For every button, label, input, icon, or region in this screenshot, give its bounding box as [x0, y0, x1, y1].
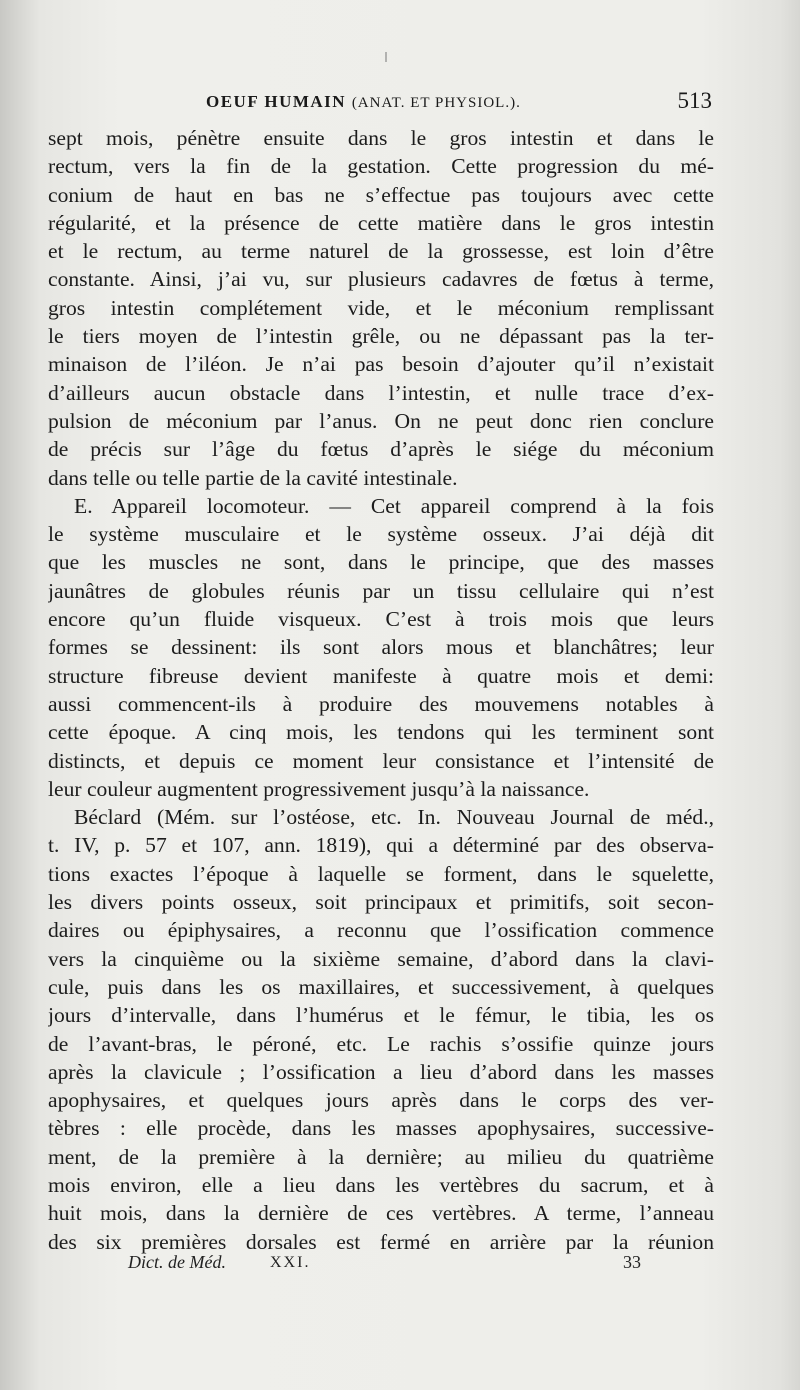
text-line: des six premières dorsales est fermé en arrière par la réunion: [48, 1229, 714, 1254]
ink-speck: [385, 52, 387, 62]
text-line: huit mois, dans la dernière de ces vertèbres. A terme, l’anneau: [48, 1201, 714, 1226]
text-line: minaison de l’iléon. Je n’ai pas besoin d’ajouter qu’il n’existait: [48, 352, 714, 377]
text-line: apophysaires, et quelques jours après dans le corps des ver-: [48, 1088, 714, 1113]
text-line: dans telle ou telle partie de la cavité intestinale.: [48, 465, 458, 490]
volume-number: XXI.: [270, 1254, 311, 1271]
text-line: formes se dessinent: ils sont alors mous et blanchâtres; leur: [48, 635, 714, 660]
text-line: t. IV, p. 57 et 107, ann. 1819), qui a déterminé par des observa-: [48, 833, 714, 858]
text-line: sept mois, pénètre ensuite dans le gros intestin et dans le: [48, 126, 714, 150]
text-line: vers la cinquième ou la sixième semaine, d’abord dans la clavi-: [48, 946, 714, 971]
sheet-number: 33: [623, 1252, 641, 1272]
text-line: leur couleur augmentent progressivement jusqu’à la naissance.: [48, 776, 590, 801]
text-line: structure fibreuse devient manifeste à quatre mois et demi:: [48, 663, 714, 688]
running-title: [206, 92, 521, 112]
text-line: distincts, et depuis ce moment leur consistance et l’intensité de: [48, 748, 714, 773]
running-title-sub: (ANAT. ET PHYSIOL.).: [351, 95, 521, 111]
text-line: encore qu’un fluide visqueux. C’est à trois mois que leurs: [48, 607, 714, 632]
text-line: Béclard (Mém. sur l’ostéose, etc. In. Nouveau Journal de méd.,: [74, 805, 714, 830]
running-title-main: OEUF HUMAIN: [206, 92, 347, 111]
signature-mark: Dict. de Méd.: [128, 1252, 226, 1272]
text-line: de précis sur l’âge du fœtus d’après le siége du méconium: [48, 437, 714, 462]
body-text: [48, 124, 714, 1256]
text-line: constante. Ainsi, j’ai vu, sur plusieurs cadavres de fœtus à terme,: [48, 267, 714, 292]
text-line: les divers points osseux, soit principaux et primitifs, soit secon-: [48, 890, 714, 915]
text-line: le système musculaire et le système osseux. J’ai déjà dit: [48, 522, 714, 547]
text-line: daires ou épiphysaires, a reconnu que l’ossification commence: [48, 918, 714, 943]
text-line: cette époque. A cinq mois, les tendons qui les terminent sont: [48, 720, 714, 745]
section-heading-line: E. Appareil locomoteur. — Cet appareil comprend à la fois: [74, 493, 714, 518]
text-line: après la clavicule ; l’ossification a lieu d’abord dans les masses: [48, 1059, 714, 1084]
text-line: et le rectum, au terme naturel de la grossesse, est loin d’être: [48, 239, 714, 264]
text-line: le tiers moyen de l’intestin grêle, ou ne dépassant pas la ter-: [48, 324, 714, 349]
text-line: gros intestin complétement vide, et le méconium remplissant: [48, 295, 714, 320]
text-line: régularité, et la présence de cette matière dans le gros intestin: [48, 210, 714, 235]
text-line: jaunâtres de globules réunis par un tissu cellulaire qui n’est: [48, 578, 714, 603]
text-line: tèbres : elle procède, dans les masses apophysaires, successive-: [48, 1116, 714, 1141]
text-line: rectum, vers la fin de la gestation. Cette progression du mé-: [48, 154, 714, 179]
text-line: aussi commencent-ils à produire des mouvemens notables à: [48, 691, 714, 716]
text-line: de l’avant-bras, le péroné, etc. Le rachis s’ossifie quinze jours: [48, 1031, 714, 1056]
text-line: ment, de la première à la dernière; au milieu du quatrième: [48, 1144, 714, 1169]
text-line: conium de haut en bas ne s’effectue pas toujours avec cette: [48, 182, 714, 207]
text-line: pulsion de méconium par l’anus. On ne peut donc rien conclure: [48, 408, 714, 433]
running-header: [48, 88, 712, 118]
text-line: jours d’intervalle, dans l’humérus et le fémur, le tibia, les os: [48, 1003, 714, 1028]
page-number: 513: [677, 88, 712, 113]
text-line: mois environ, elle a lieu dans les vertèbres du sacrum, et à: [48, 1172, 714, 1197]
text-line: d’ailleurs aucun obstacle dans l’intestin, et nulle trace d’ex-: [48, 380, 714, 405]
text-line: cule, puis dans les os maxillaires, et successivement, à quelques: [48, 974, 714, 999]
text-line: tions exactes l’époque à laquelle se forment, dans le squelette,: [48, 861, 714, 886]
page-footer: [48, 1250, 714, 1280]
text-line: que les muscles ne sont, dans le principe, que des masses: [48, 550, 714, 575]
